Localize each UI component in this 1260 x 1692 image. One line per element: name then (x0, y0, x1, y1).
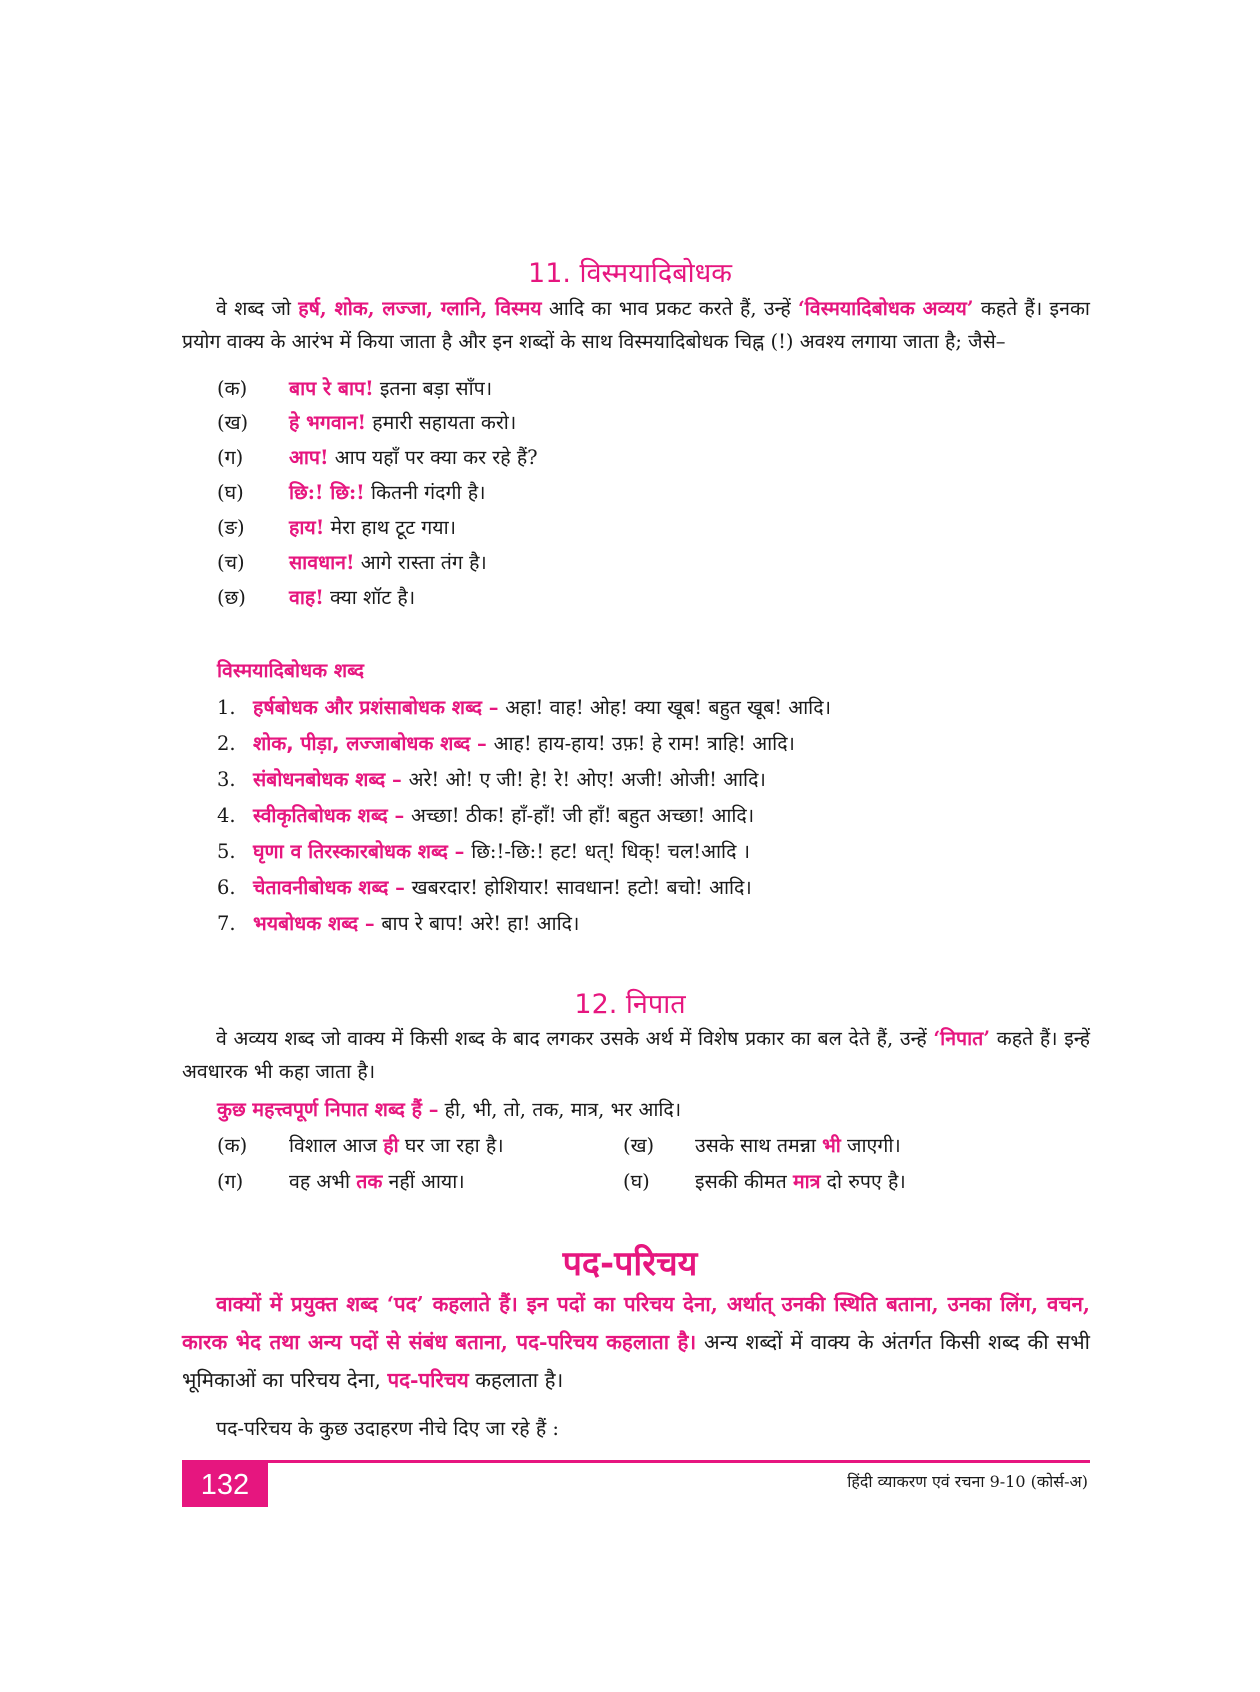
dash: – (481, 696, 506, 719)
pad-parichay-definition (182, 1285, 1090, 1399)
word-type-row (217, 690, 831, 726)
word-examples: आह! हाय-हाय! उफ़! हे राम! त्राहि! आदि। (493, 732, 795, 755)
example-nipat: ही (383, 1134, 399, 1157)
example-label: (च) (217, 551, 245, 574)
example-row (217, 406, 516, 440)
dash: – (470, 732, 494, 755)
example-label: (ग) (217, 1170, 244, 1193)
list-number: 2. (217, 732, 236, 755)
definition-term: पद-परिचय (387, 1368, 469, 1392)
word-type-row (217, 870, 752, 906)
example-label: (ग) (217, 446, 244, 469)
example-interjection: आप! (289, 446, 329, 469)
list-number: 5. (217, 840, 236, 863)
example-text: आप यहाँ पर क्या कर रहे हैं? (328, 446, 538, 469)
word-examples: अरे! ओ! ए जी! हे! रे! ओए! अजी! ओजी! आदि। (408, 768, 766, 791)
book-title: हिंदी व्याकरण एवं रचना 9-10 (कोर्स-अ) (847, 1472, 1088, 1491)
example-text: हमारी सहायता करो। (366, 411, 517, 434)
example-interjection: हे भगवान! (289, 411, 367, 434)
nipat-list-heading: कुछ महत्त्वपूर्ण निपात शब्द हैं – (217, 1098, 439, 1121)
page-number: 132 (182, 1463, 268, 1507)
intro-text: आदि का भाव प्रकट करते हैं, उन्हें (541, 297, 798, 320)
intro-term: ‘निपात’ (933, 1027, 991, 1050)
example-row (217, 372, 492, 406)
list-number: 1. (217, 696, 236, 719)
word-category: स्वीकृतिबोधक शब्द (253, 804, 388, 827)
nipat-example (217, 1128, 504, 1164)
footer-divider (182, 1460, 1090, 1463)
list-number: 3. (217, 768, 236, 791)
nipat-list-words: ही, भी, तो, तक, मात्र, भर आदि। (438, 1098, 682, 1121)
example-label: (घ) (623, 1170, 650, 1193)
example-text: दो रुपए है। (820, 1170, 906, 1193)
section-12-heading: 12. निपात (574, 989, 686, 1020)
example-interjection: बाप रे बाप! (289, 377, 374, 400)
nipat-list (217, 1095, 681, 1122)
word-type-row (217, 798, 754, 834)
word-examples: अच्छा! ठीक! हाँ-हाँ! जी हाँ! बहुत अच्छा! आदि। (411, 804, 755, 827)
example-interjection: सावधान! (289, 551, 355, 574)
example-nipat: तक (356, 1170, 383, 1193)
example-row (217, 581, 415, 615)
example-interjection: वाह! (289, 586, 324, 609)
example-row (217, 441, 538, 475)
section-11-intro (182, 292, 1090, 358)
example-text: उसके साथ तमन्ना (695, 1134, 823, 1157)
word-category: हर्षबोधक और प्रशंसाबोधक शब्द (253, 696, 482, 719)
definition-text: अन्य शब्दों में वाक्य के अंतर्गत किसी शब्द की सभी भूमिकाओं का परिचय देना, (182, 1330, 1090, 1392)
word-category: शोक, पीड़ा, लज्जाबोधक शब्द (253, 732, 471, 755)
definition-highlight: वाक्यों में प्रयुक्त शब्द ‘पद’ कहलाते हैं। इन पदों का परिचय देना, अर्थात् उनकी स्थिति बताना, उनका लिंग, वचन, कारक भेद तथा अन्य पदों से संबंध बताना, पद-परिचय कहलाता है। (182, 1292, 1090, 1354)
word-type-row (217, 726, 795, 762)
example-text: मेरा हाथ टूट गया। (324, 516, 457, 539)
intro-text: वे शब्द जो (216, 297, 299, 320)
word-category: घृणा व तिरस्कारबोधक शब्द (253, 840, 448, 863)
example-interjection: छि:! छि:! (289, 481, 365, 504)
example-label: (छ) (217, 586, 246, 609)
word-types-subheading: विस्मयादिबोधक शब्द (217, 659, 364, 682)
example-label: (ख) (623, 1134, 655, 1157)
word-category: संबोधनबोधक शब्द (253, 768, 386, 791)
example-text: जाएगी। (840, 1134, 901, 1157)
example-nipat: मात्र (792, 1170, 821, 1193)
section-11-heading: 11. विस्मयादिबोधक (528, 258, 732, 289)
dash: – (387, 804, 411, 827)
dash: – (358, 912, 382, 935)
nipat-example (623, 1128, 901, 1164)
example-label: (ख) (217, 411, 249, 434)
word-examples: अहा! वाह! ओह! क्या खूब! बहुत खूब! आदि। (505, 696, 831, 719)
word-examples: खबरदार! होशियार! सावधान! हटो! बचो! आदि। (411, 876, 752, 899)
example-text: आगे रास्ता तंग है। (354, 551, 487, 574)
nipat-example (217, 1164, 465, 1200)
intro-text: वे अव्यय शब्द जो वाक्य में किसी शब्द के बाद लगकर उसके अर्थ में विशेष प्रकार का बल देते हैं, उन्हें (216, 1027, 934, 1050)
example-label: (ङ) (217, 516, 245, 539)
word-type-row (217, 834, 750, 870)
dash: – (388, 876, 412, 899)
word-examples: बाप रे बाप! अरे! हा! आदि। (381, 912, 580, 935)
example-text: घर जा रहा है। (398, 1134, 504, 1157)
example-text: इतना बड़ा साँप। (373, 377, 493, 400)
list-number: 4. (217, 804, 236, 827)
example-label: (घ) (217, 481, 244, 504)
pad-parichay-examples-intro: पद-परिचय के कुछ उदाहरण नीचे दिए जा रहे हैं : (216, 1417, 559, 1440)
word-type-row (217, 762, 766, 798)
intro-highlight: हर्ष, शोक, लज्जा, ग्लानि, विस्मय (298, 297, 542, 320)
example-text: कितनी गंदगी है। (364, 481, 486, 504)
example-row (217, 546, 487, 580)
example-text: नहीं आया। (382, 1170, 465, 1193)
example-text: इसकी कीमत (695, 1170, 793, 1193)
dash: – (447, 840, 472, 863)
example-text: वह अभी (289, 1170, 357, 1193)
word-examples: छि:!-छि:! हट! धत्! धिक्! चल!आदि । (471, 840, 751, 863)
example-row (217, 476, 485, 510)
word-category: भयबोधक शब्द (253, 912, 359, 935)
example-interjection: हाय! (289, 516, 325, 539)
word-category: चेतावनीबोधक शब्द (253, 876, 389, 899)
example-label: (क) (217, 1134, 248, 1157)
example-nipat: भी (822, 1134, 841, 1157)
section-12-intro (182, 1022, 1090, 1088)
list-number: 7. (217, 912, 236, 935)
intro-text: कहते हैं। इनका प्रयोग वाक्य के आरंभ में किया जाता है और इन शब्दों के साथ विस्मयादिबोधक चिह्न (!) अवश्य लगाया जाता है; जैसे– (182, 297, 1090, 353)
example-label: (क) (217, 377, 248, 400)
word-type-row (217, 906, 579, 942)
example-text: विशाल आज (289, 1134, 384, 1157)
list-number: 6. (217, 876, 236, 899)
nipat-example (623, 1164, 906, 1200)
pad-parichay-heading: पद-परिचय (562, 1244, 698, 1284)
dash: – (385, 768, 409, 791)
example-text: क्या शॉट है। (323, 586, 416, 609)
example-row (217, 511, 456, 545)
intro-term: ‘विस्मयादिबोधक अव्यय’ (797, 297, 974, 320)
definition-text: कहलाता है। (468, 1368, 564, 1392)
intro-text: कहते हैं। इन्हें अवधारक भी कहा जाता है। (182, 1027, 1090, 1083)
